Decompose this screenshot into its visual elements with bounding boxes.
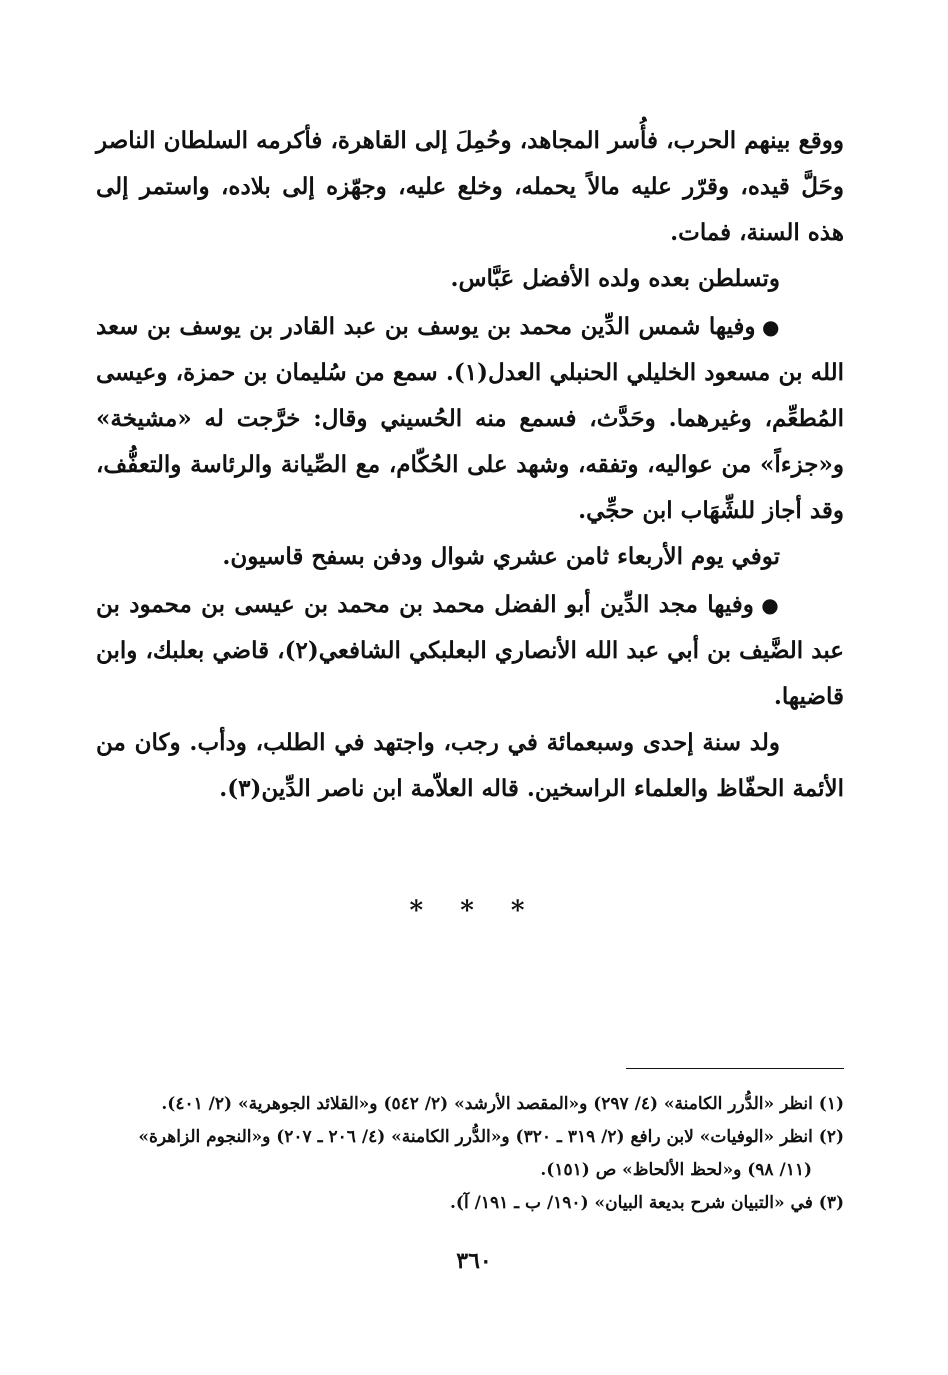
bullet-icon: ●	[759, 593, 780, 617]
section-separator-stars: * * *	[409, 896, 539, 926]
body-paragraph-2	[96, 256, 844, 302]
body-paragraph-5	[96, 582, 844, 720]
footnote-3: (٣) في «التبيان شرح بديعة البيان» (١٩٠/ ب ـ ١٩١/ آ).	[450, 1193, 844, 1213]
body-paragraph-4	[96, 534, 844, 580]
body-paragraph-3-text: وفيها شمس الدِّين محمد بن يوسف بن عبد القادر بن يوسف بن سعد الله بن مسعود الخليلي الحنبلي العدل(١). سمع من سُليمان بن حمزة، وعيسى المُطعِّم، وغيرهما. وحَدَّث، فسمع منه الحُسيني وقال: خرَّجت له «مشيخة» و«جزءاً» من عواليه، وتفقه، وشهد على الحُكّام، مع الصِّيانة والرئاسة والتعفُّف، وقد أجاز للشِّهَاب ابن حجِّي.	[96, 313, 844, 524]
body-paragraph-6	[96, 720, 844, 812]
body-paragraph-3	[96, 304, 844, 534]
footnote-2-continuation: (١١/ ٩٨) و«لحظ الألحاظ» ص (١٥١).	[540, 1160, 812, 1180]
body-paragraph-5-text: وفيها مجد الدِّين أبو الفضل محمد بن محمد بن عيسى بن محمود بن عبد الضَّيف بن أبي عبد الله الأنصاري البعلبكي الشافعي(٢)، قاضي بعلبك، وابن قاضيها.	[96, 591, 844, 710]
page-number: ٣٦٠	[456, 1248, 492, 1274]
body-paragraph-4-text: توفي يوم الأربعاء ثامن عشري شوال ودفن بسفح قاسيون.	[222, 543, 780, 570]
footnote-2: (٢) انظر «الوفيات» لابن رافع (٢/ ٣١٩ ـ ٣٢٠) و«الدُّرر الكامنة» (٤/ ٢٠٦ ـ ٢٠٧) و«النجوم الزاهرة»	[138, 1127, 844, 1147]
body-paragraph-6-text: ولد سنة إحدى وسبعمائة في رجب، واجتهد في الطلب، ودأب. وكان من الأئمة الحفّاظ والعلماء الراسخين. قاله العلاّمة ابن ناصر الدِّين(٣).	[96, 729, 844, 802]
footnotes	[96, 1088, 844, 1220]
body-paragraph-2-text: وتسلطن بعده ولده الأفضل عَبَّاس.	[450, 265, 780, 292]
footnote-1: (١) انظر «الدُّرر الكامنة» (٤/ ٢٩٧) و«المقصد الأرشد» (٢/ ٥٤٢) و«القلائد الجوهرية» (٢/ ٤٠١).	[161, 1094, 844, 1114]
bullet-icon: ●	[761, 315, 781, 339]
footnote-divider	[626, 1068, 844, 1069]
body-paragraph-1: ووقع بينهم الحرب، فأُسر المجاهد، وحُمِلَ إلى القاهرة، فأكرمه السلطان الناصر وحَلَّ قيده، وقرّر عليه مالاً يحمله، وخلع عليه، وجهّزه إلى بلاده، واستمر إلى هذه السنة، فمات.	[96, 127, 844, 246]
